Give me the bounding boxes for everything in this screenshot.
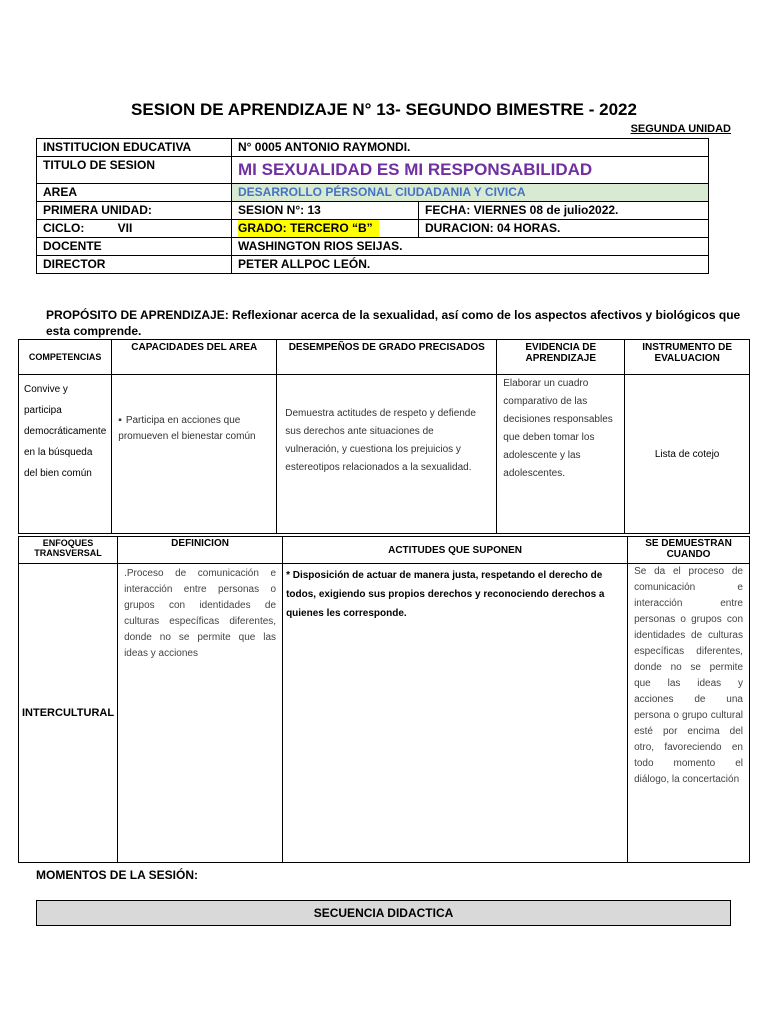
ciclo-cell	[37, 220, 232, 238]
titulo-label: TITULO DE SESION	[37, 157, 232, 184]
director-label: DIRECTOR	[37, 256, 232, 274]
table-row	[19, 375, 750, 534]
header-demuestran: SE DEMUESTRAN CUANDO	[628, 537, 750, 564]
enfoque-cell: INTERCULTURAL	[19, 564, 118, 863]
header-capacidades: CAPACIDADES DEL AREA	[112, 340, 277, 375]
capacidad-cell: ▪ Participa en acciones que promueven el bienestar común	[112, 375, 277, 534]
competencias-table	[18, 339, 750, 534]
header-desempenos: DESEMPEÑOS DE GRADO PRECISADOS	[277, 340, 497, 375]
definicion-cell: .Proceso de comunicación e interacción entre personas o grupos con identidades de culturas específicas diferentes, donde no se permite que las ideas y acciones	[118, 564, 283, 863]
unit-label: SEGUNDA UNIDAD	[630, 123, 731, 135]
header-definicion: DEFINICION	[118, 537, 283, 564]
secuencia-bar: SECUENCIA DIDACTICA	[36, 900, 731, 926]
docente-value: WASHINGTON RIOS SEIJAS.	[232, 238, 709, 256]
info-table	[36, 138, 709, 274]
institucion-label: INSTITUCION EDUCATIVA	[37, 139, 232, 157]
momentos-label: MOMENTOS DE LA SESIÓN:	[36, 868, 199, 882]
sesion-value: SESION N°: 13	[232, 202, 419, 220]
purpose-text: PROPÓSITO DE APRENDIZAJE: Reflexionar acerca de la sexualidad, así como de los aspectos afectivos y biológicos que esta comprende.	[46, 308, 741, 338]
grado-value: GRADO: TERCERO “B”	[238, 220, 379, 237]
table-header-row	[19, 537, 750, 564]
area-label: AREA	[37, 184, 232, 202]
grado-cell	[232, 220, 419, 238]
docente-label: DOCENTE	[37, 238, 232, 256]
page-title: SESION DE APRENDIZAJE N° 13- SEGUNDO BIMESTRE - 2022	[131, 100, 637, 119]
table-row	[37, 139, 709, 157]
competencia-cell: Convive y participa democráticamente en la búsqueda del bien común	[19, 375, 112, 534]
evidencia-cell: Elaborar un cuadro comparativo de las decisiones responsables que deben tomar los adolescente y las adolescentes.	[497, 375, 625, 534]
table-row	[37, 238, 709, 256]
table-header-row	[19, 340, 750, 375]
titulo-value: MI SEXUALIDAD ES MI RESPONSABILIDAD	[232, 157, 709, 184]
desempeno-cell: Demuestra actitudes de respeto y defiende sus derechos ante situaciones de vulneración, y cuestiona los prejuicios y estereotipos relacionados a la sexualidad.	[277, 375, 497, 534]
table-row	[37, 202, 709, 220]
ciclo-label: CICLO:	[43, 221, 85, 235]
capacidad-text: Participa en acciones que promueven el bienestar común	[118, 415, 256, 442]
actitudes-cell: * Disposición de actuar de manera justa, respetando el derecho de todos, exigiendo sus propios derechos y reconociendo derechos a quienes les corresponde.	[283, 564, 628, 863]
table-row	[37, 220, 709, 238]
instrumento-cell: Lista de cotejo	[625, 375, 750, 534]
institucion-value: N° 0005 ANTONIO RAYMONDI.	[232, 139, 709, 157]
unidad-label: PRIMERA UNIDAD:	[37, 202, 232, 220]
header-actitudes: ACTITUDES QUE SUPONEN	[283, 537, 628, 564]
header-enfoques: ENFOQUES TRANSVERSAL	[19, 537, 118, 564]
enfoques-table	[18, 536, 750, 863]
ciclo-value: VII	[117, 221, 133, 235]
table-row	[37, 157, 709, 184]
table-row	[19, 564, 750, 863]
header-instrumento: INSTRUMENTO DE EVALUACION	[625, 340, 750, 375]
demuestran-cell: Se da el proceso de comunicación e interacción entre personas o grupos con identidades de culturas específicas diferentes, donde no se permite que las ideas y acciones de una persona o grupo cultural esté por encima del otro, favoreciendo en todo momento el diálogo, la concertación	[628, 564, 750, 863]
fecha-value: FECHA: VIERNES 08 de julio2022.	[419, 202, 709, 220]
area-value: DESARROLLO PÉRSONAL CIUDADANIA Y CIVICA	[232, 184, 709, 202]
header-competencias: COMPETENCIAS	[19, 340, 112, 375]
header-evidencia: EVIDENCIA DE APRENDIZAJE	[497, 340, 625, 375]
table-row	[37, 184, 709, 202]
duracion-value: DURACION: 04 HORAS.	[419, 220, 709, 238]
table-row	[37, 256, 709, 274]
director-value: PETER ALLPOC LEÓN.	[232, 256, 709, 274]
